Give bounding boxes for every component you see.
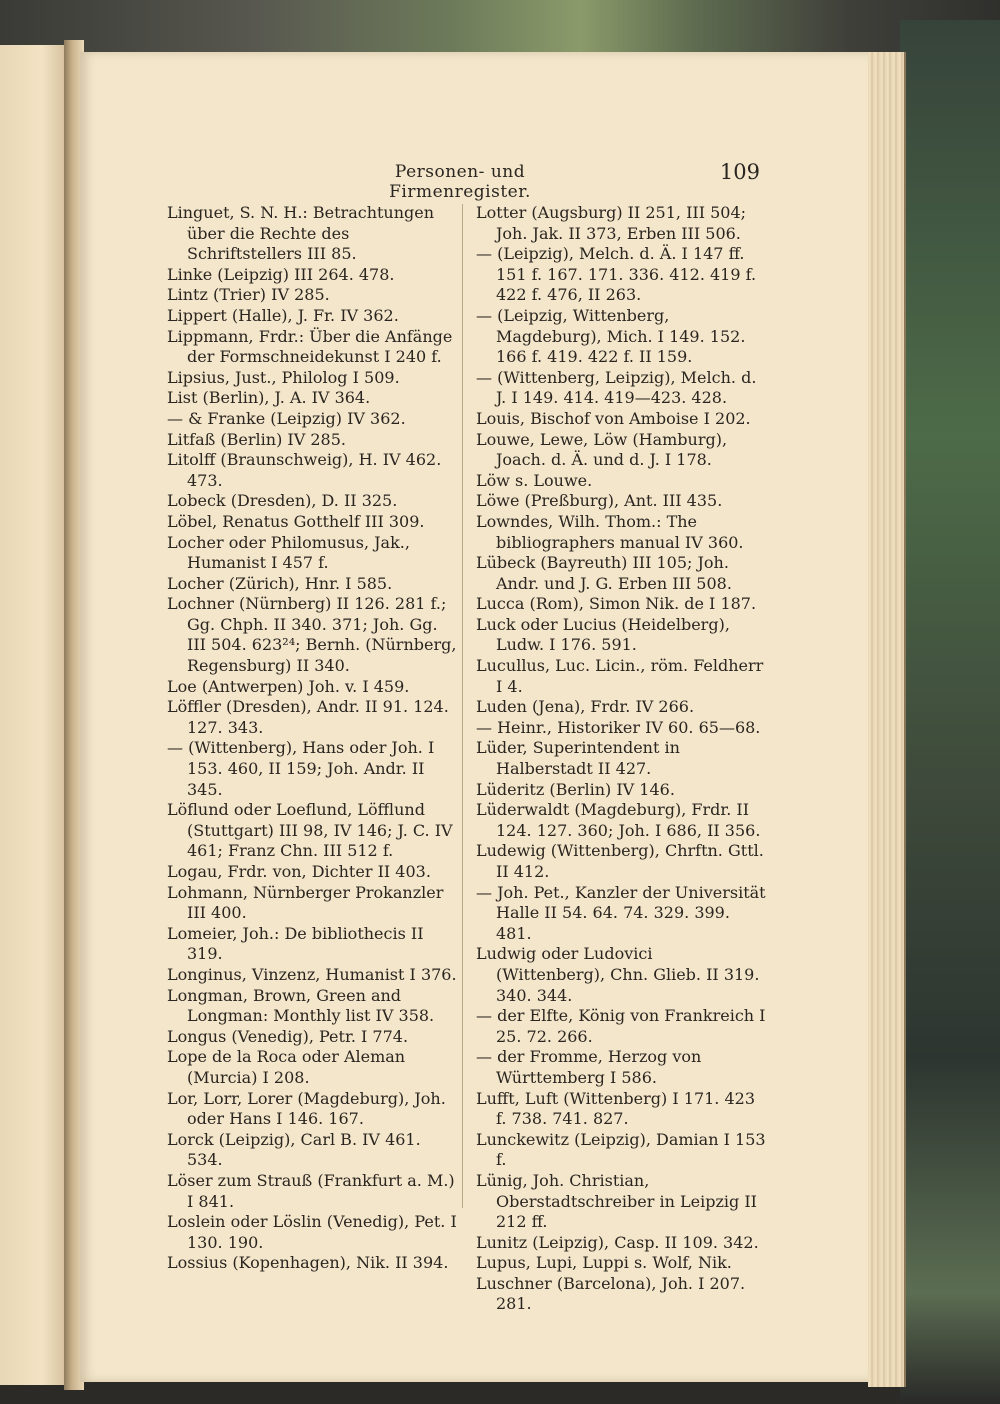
index-entry: Lotter (Augsburg) II 251, III 504; Joh. Jak. II 373, Erben III 506. xyxy=(476,203,747,243)
index-entry: Linke (Leipzig) III 264. 478. xyxy=(167,264,395,284)
index-entry: Litolff (Braunschweig), H. IV 462. 473. xyxy=(167,450,442,490)
index-entry: Logau, Frdr. von, Dichter II 403. xyxy=(167,862,431,881)
index-entry: — & Franke (Leipzig) IV 362. xyxy=(167,408,406,428)
index-column-right xyxy=(476,203,766,1315)
index-entry: — Joh. Pet., Kanzler der Universität Halle II 54. 64. 74. 329. 399. 481. xyxy=(476,882,766,943)
index-entry: Lucca (Rom), Simon Nik. de I 187. xyxy=(476,594,757,614)
index-entry: Ludewig (Wittenberg), Chrftn. Gttl. II 412. xyxy=(476,841,764,881)
index-entry: Loslein oder Löslin (Venedig), Pet. I 130. 190. xyxy=(167,1212,457,1252)
index-entry: Linguet, S. N. H.: Betrachtungen über die Rechte des Schriftstellers III 85. xyxy=(167,203,435,264)
index-entry: Luden (Jena), Frdr. IV 266. xyxy=(476,697,695,717)
index-entry: Lipsius, Just., Philolog I 509. xyxy=(167,367,400,387)
page-number: 109 xyxy=(719,160,760,184)
book-cover-right xyxy=(900,20,1000,1404)
index-entry: Lossius (Kopenhagen), Nik. II 394. xyxy=(167,1253,449,1273)
index-column-left xyxy=(167,203,457,1274)
index-entry: Löw s. Louwe. xyxy=(476,470,593,490)
index-entry: Lunitz (Leipzig), Casp. II 109. 342. xyxy=(476,1232,759,1252)
index-entry: Lowndes, Wilh. Thom.: The bibliographers manual IV 360. xyxy=(476,511,744,552)
index-entry: — der Fromme, Herzog von Württemberg I 586. xyxy=(476,1047,702,1087)
index-entry: Löflund oder Loeflund, Löfflund (Stuttgart) III 98, IV 146; J. C. IV 461; Franz Chn. III 512 f. xyxy=(167,800,453,861)
index-entry: Ludwig oder Ludovici (Wittenberg), Chn. Glieb. II 319. 340. 344. xyxy=(476,944,760,1005)
index-entry: Lupus, Lupi, Luppi s. Wolf, Nik. xyxy=(476,1253,732,1273)
index-entry: Locher (Zürich), Hnr. I 585. xyxy=(167,573,393,593)
index-entry: Lintz (Trier) IV 285. xyxy=(167,285,330,305)
index-entry: Louis, Bischof von Amboise I 202. xyxy=(476,408,751,428)
index-entry: Locher oder Philomusus, Jak., Humanist I 457 f. xyxy=(167,532,410,573)
index-entry: Louwe, Lewe, Löw (Hamburg), Joach. d. Ä. und d. J. I 178. xyxy=(476,429,728,470)
index-entry: Lünig, Joh. Christian, Oberstadtschreiber in Leipzig II 212 ff. xyxy=(476,1170,757,1232)
index-entry: Lippmann, Frdr.: Über die Anfänge der Formschneidekunst I 240 f. xyxy=(167,326,453,367)
index-entry: Lüderwaldt (Magdeburg), Frdr. II 124. 127. 360; Joh. I 686, II 356. xyxy=(476,800,761,840)
running-header: Personen- und Firmenregister. xyxy=(389,162,531,202)
index-entry: Lunckewitz (Leipzig), Damian I 153 f. xyxy=(476,1129,766,1170)
index-entry: — Heinr., Historiker IV 60. 65—68. xyxy=(476,717,761,737)
index-entry: Löwe (Preßburg), Ant. III 435. xyxy=(476,491,723,511)
index-entry: Lomeier, Joh.: De bibliothecis II 319. xyxy=(167,923,424,964)
index-entry: — (Leipzig), Melch. d. Ä. I 147 ff. 151 f. 167. 171. 336. 412. 419 f. 422 f. 476, II 263. xyxy=(476,244,757,305)
facing-page xyxy=(0,45,70,1385)
index-entry: Luschner (Barcelona), Joh. I 207. 281. xyxy=(476,1273,746,1314)
index-entry: Lorck (Leipzig), Carl B. IV 461. 534. xyxy=(167,1129,421,1170)
index-entry: Longinus, Vinzenz, Humanist I 376. xyxy=(167,964,457,984)
index-entry: Lope de la Roca oder Aleman (Murcia) I 208. xyxy=(167,1047,406,1087)
page-edges xyxy=(868,52,906,1387)
index-entry: — (Wittenberg, Leipzig), Melch. d. J. I 149. 414. 419—423. 428. xyxy=(476,367,757,408)
index-entry: Lufft, Luft (Wittenberg) I 171. 423 f. 738. 741. 827. xyxy=(476,1088,756,1129)
index-entry: Lobeck (Dresden), D. II 325. xyxy=(167,491,398,511)
index-entry: Lübeck (Bayreuth) III 105; Joh. Andr. und J. G. Erben III 508. xyxy=(476,553,732,593)
book-cover-top xyxy=(0,0,1000,60)
index-entry: Loe (Antwerpen) Joh. v. I 459. xyxy=(167,676,410,696)
index-entry: Litfaß (Berlin) IV 285. xyxy=(167,429,346,449)
index-entry: Longus (Venedig), Petr. I 774. xyxy=(167,1026,409,1046)
index-entry: Lucullus, Luc. Licin., röm. Feldherr I 4. xyxy=(476,656,764,696)
column-divider xyxy=(462,204,463,1208)
index-entry: Lüder, Superintendent in Halberstadt II 427. xyxy=(476,738,680,779)
index-entry: Luck oder Lucius (Heidelberg), Ludw. I 176. 591. xyxy=(476,614,730,655)
index-entry: Lippert (Halle), J. Fr. IV 362. xyxy=(167,305,399,325)
index-entry: Lohmann, Nürnberger Prokanzler III 400. xyxy=(167,882,444,923)
index-entry: Longman, Brown, Green and Longman: Monthly list IV 358. xyxy=(167,985,435,1026)
index-entry: Löbel, Renatus Gotthelf III 309. xyxy=(167,511,425,531)
index-entry: — (Leipzig, Wittenberg, Magdeburg), Mich. I 149. 152. 166 f. 419. 422 f. II 159. xyxy=(476,305,746,367)
index-entry: — der Elfte, König von Frankreich I 25. 72. 266. xyxy=(476,1006,766,1046)
index-entry: Löser zum Strauß (Frankfurt a. M.) I 841. xyxy=(167,1170,455,1211)
index-entry: — (Wittenberg), Hans oder Joh. I 153. 460, II 159; Joh. Andr. II 345. xyxy=(167,738,435,799)
index-entry: Löffler (Dresden), Andr. II 91. 124. 127. 343. xyxy=(167,697,449,737)
index-entry: Lüderitz (Berlin) IV 146. xyxy=(476,779,675,799)
index-entry: Lochner (Nürnberg) II 126. 281 f.; Gg. Chph. II 340. 371; Joh. Gg. III 504. 623²⁴; Bernh. (Nürnberg, Regensburg) II 340. xyxy=(167,594,457,676)
index-entry: List (Berlin), J. A. IV 364. xyxy=(167,388,371,408)
index-entry: Lor, Lorr, Lorer (Magdeburg), Joh. oder Hans I 146. 167. xyxy=(167,1088,446,1129)
